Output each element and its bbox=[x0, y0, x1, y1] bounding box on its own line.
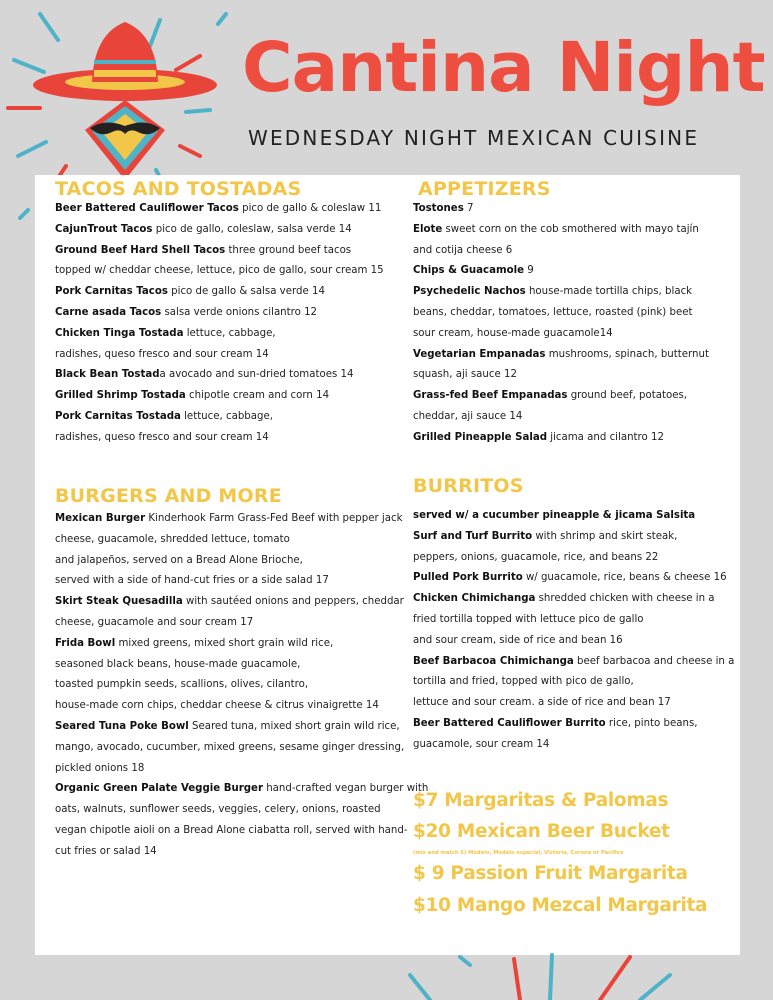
menu-item-description: and jalapeños, served on a Bread Alone Brioche, bbox=[55, 554, 303, 566]
menu-item-description: ground beef, potatoes, bbox=[567, 390, 688, 402]
menu-item-name: Beer Battered Cauliflower Tacos bbox=[55, 203, 239, 214]
menu-item-name: CajunTrout Tacos bbox=[55, 223, 153, 235]
menu-line bbox=[413, 220, 709, 241]
menu-item-description: lettuce and sour cream. a side of rice and bean 17 bbox=[413, 697, 671, 709]
menu-item-name: Black Bean Tostad bbox=[55, 369, 160, 381]
menu-line bbox=[413, 506, 734, 527]
menu-item-description: 7 bbox=[463, 203, 474, 214]
menu-item-name: Beer Battered Cauliflower Burrito bbox=[413, 717, 606, 729]
menu-item-name: Chicken Chimichanga bbox=[413, 593, 536, 605]
menu-item-name: Vegetarian Empanadas bbox=[413, 348, 546, 360]
menu-item-description: radishes, queso fresco and sour cream 14 bbox=[55, 348, 269, 360]
menu-line bbox=[413, 303, 709, 324]
menu-line bbox=[55, 509, 428, 530]
menu-item-description: topped w/ cheddar cheese, lettuce, pico de gallo, sour cream 15 bbox=[55, 265, 384, 277]
menu-item-description: cheddar, aji sauce 14 bbox=[413, 410, 523, 422]
menu-line bbox=[55, 428, 384, 449]
menu-item-description: squash, aji sauce 12 bbox=[413, 369, 517, 381]
menu-line bbox=[413, 672, 734, 693]
menu-line bbox=[55, 324, 384, 345]
menu-item-description: salsa verde onions cilantro 12 bbox=[161, 306, 318, 318]
page-subtitle: WEDNESDAY NIGHT MEXICAN CUISINE bbox=[248, 126, 700, 150]
menu-line bbox=[413, 261, 709, 282]
menu-line bbox=[413, 407, 709, 428]
menu-item-description: fried tortilla topped with lettuce pico de gallo bbox=[413, 613, 644, 625]
menu-line bbox=[55, 675, 428, 696]
menu-line bbox=[55, 613, 428, 634]
menu-line bbox=[413, 527, 734, 548]
menu-item-name: Chicken Tinga Tostada bbox=[55, 327, 184, 339]
promo-passion-fruit: $ 9 Passion Fruit Margarita bbox=[413, 863, 688, 884]
menu-line bbox=[55, 199, 384, 220]
menu-item-description: vegan chipotle aioli on a Bread Alone ciabatta roll, served with hand- bbox=[55, 824, 408, 836]
menu-line bbox=[413, 610, 734, 631]
menu-line bbox=[413, 365, 709, 386]
menu-item-description: Seared tuna, mixed short grain wild rice, bbox=[188, 720, 400, 732]
menu-line bbox=[55, 717, 428, 738]
promo-beer-bucket: $20 Mexican Beer Bucket bbox=[413, 821, 670, 842]
menu-item-name: Frida Bowl bbox=[55, 637, 116, 649]
menu-item-description: cheese, guacamole and sour cream 17 bbox=[55, 616, 254, 628]
menu-item-name: Ground Beef Hard Shell Tacos bbox=[55, 244, 226, 256]
menu-line bbox=[55, 261, 384, 282]
burritos-list bbox=[413, 506, 734, 756]
menu-item-description: mango, avocado, cucumber, mixed greens, sesame ginger dressing, bbox=[55, 741, 405, 753]
menu-item-description: sweet corn on the cob smothered with mayo tajín bbox=[442, 223, 699, 235]
menu-item-description: guacamole, sour cream 14 bbox=[413, 738, 550, 750]
menu-line bbox=[55, 738, 428, 759]
menu-item-name: Surf and Turf Burrito bbox=[413, 530, 533, 542]
menu-item-description: cut fries or salad 14 bbox=[55, 845, 157, 857]
menu-item-description: house-made tortilla chips, black bbox=[525, 286, 693, 298]
menu-line bbox=[55, 386, 384, 407]
menu-item-description: 9 bbox=[523, 265, 534, 277]
menu-item-name: Grass-fed Beef Empanadas bbox=[413, 390, 568, 402]
menu-line bbox=[413, 714, 734, 735]
menu-item-description: Kinderhook Farm Grass-Fed Beef with pepper jack bbox=[145, 513, 403, 524]
menu-item-description: cheese, guacamole, shredded lettuce, tomato bbox=[55, 533, 290, 545]
menu-item-description: served with a side of hand-cut fries or a side salad 17 bbox=[55, 575, 329, 587]
menu-line bbox=[55, 800, 428, 821]
menu-panel bbox=[35, 175, 740, 955]
menu-line bbox=[55, 759, 428, 780]
menu-item-description: lettuce, cabbage, bbox=[180, 410, 273, 422]
menu-line bbox=[55, 241, 384, 262]
menu-item-description: with shrimp and skirt steak, bbox=[532, 530, 678, 542]
tacos-list bbox=[55, 199, 384, 449]
promo-mango-mezcal: $10 Mango Mezcal Margarita bbox=[413, 895, 708, 916]
menu-item-description: and cotija cheese 6 bbox=[413, 244, 513, 256]
page-title: Cantina Night bbox=[242, 28, 765, 108]
menu-item-description: with sautéed onions and peppers, cheddar bbox=[182, 596, 404, 608]
menu-item-name: Seared Tuna Poke Bowl bbox=[55, 720, 189, 732]
menu-line bbox=[55, 634, 428, 655]
menu-item-name: Mexican Burger bbox=[55, 513, 146, 524]
menu-line bbox=[55, 530, 428, 551]
section-heading-burritos: BURRITOS bbox=[413, 475, 524, 497]
menu-line bbox=[413, 589, 734, 610]
menu-item-name: Pork Carnitas Tostada bbox=[55, 410, 181, 422]
menu-item-description: mushrooms, spinach, butternut bbox=[545, 348, 709, 360]
menu-line bbox=[55, 571, 428, 592]
menu-line bbox=[413, 345, 709, 366]
menu-item-description: mixed greens, mixed short grain wild rice, bbox=[115, 637, 334, 649]
menu-item-name: Pulled Pork Burrito bbox=[413, 572, 523, 584]
menu-line bbox=[55, 303, 384, 324]
menu-item-description: toasted pumpkin seeds, scallions, olives, cilantro, bbox=[55, 679, 309, 691]
menu-item-description: beef barbacoa and cheese in a bbox=[573, 655, 735, 667]
menu-item-description: hand-crafted vegan burger with bbox=[262, 783, 429, 795]
menu-line bbox=[55, 655, 428, 676]
burgers-list bbox=[55, 509, 428, 863]
menu-line bbox=[55, 282, 384, 303]
menu-line bbox=[413, 631, 734, 652]
menu-item-name: Tostones bbox=[413, 203, 464, 214]
menu-line bbox=[55, 592, 428, 613]
menu-item-description: lettuce, cabbage, bbox=[183, 327, 276, 339]
menu-item-name: served w/ a cucumber pineapple & jicama Salsita bbox=[413, 510, 696, 521]
menu-item-description: three ground beef tacos bbox=[225, 244, 352, 256]
menu-line bbox=[413, 735, 734, 756]
menu-line bbox=[413, 386, 709, 407]
menu-line bbox=[55, 365, 384, 386]
menu-item-description: oats, walnuts, sunflower seeds, veggies, celery, onions, roasted bbox=[55, 804, 381, 816]
promo-beer-note: (mix and match 5) Modelo, Modelo especial, Victoria, Corona or Pacifico bbox=[413, 850, 624, 856]
section-heading-appetizers: APPETIZERS bbox=[418, 178, 551, 200]
sombrero-mustache-logo-icon bbox=[30, 10, 220, 185]
menu-item-name: Beef Barbacoa Chimichanga bbox=[413, 655, 574, 667]
menu-item-description: shredded chicken with cheese in a bbox=[535, 593, 715, 605]
menu-line bbox=[55, 779, 428, 800]
menu-item-description: rice, pinto beans, bbox=[605, 717, 698, 729]
menu-item-description: beans, cheddar, tomatoes, lettuce, roasted (pink) beet bbox=[413, 306, 693, 318]
menu-item-description: chipotle cream and corn 14 bbox=[185, 390, 330, 402]
menu-line bbox=[413, 324, 709, 345]
menu-item-description: jicama and cilantro 12 bbox=[547, 431, 664, 443]
menu-item-description: seasoned black beans, house-made guacamole, bbox=[55, 658, 301, 670]
menu-item-description: peppers, onions, guacamole, rice, and beans 22 bbox=[413, 551, 659, 563]
menu-line bbox=[55, 407, 384, 428]
menu-line bbox=[413, 282, 709, 303]
menu-item-description: house-made corn chips, cheddar cheese & citrus vinaigrette 14 bbox=[55, 700, 379, 712]
menu-item-name: Pork Carnitas Tacos bbox=[55, 286, 168, 298]
menu-item-name: Elote bbox=[413, 223, 443, 235]
menu-line bbox=[413, 241, 709, 262]
menu-item-description: tortilla and fried, topped with pico de gallo, bbox=[413, 676, 634, 688]
menu-item-name: Organic Green Palate Veggie Burger bbox=[55, 783, 263, 795]
menu-item-description: pico de gallo, coleslaw, salsa verde 14 bbox=[152, 223, 352, 235]
promo-margaritas: $7 Margaritas & Palomas bbox=[413, 790, 669, 811]
menu-line bbox=[55, 220, 384, 241]
menu-item-description: pico de gallo & salsa verde 14 bbox=[167, 286, 325, 298]
menu-line bbox=[413, 548, 734, 569]
menu-item-description: radishes, queso fresco and sour cream 14 bbox=[55, 431, 269, 443]
appetizers-list bbox=[413, 199, 709, 449]
menu-item-description: pickled onions 18 bbox=[55, 762, 145, 774]
section-heading-burgers: BURGERS AND MORE bbox=[55, 485, 282, 507]
menu-line bbox=[55, 821, 428, 842]
menu-line bbox=[413, 199, 709, 220]
menu-item-description: w/ guacamole, rice, beans & cheese 16 bbox=[522, 572, 727, 584]
menu-item-description: sour cream, house-made guacamole14 bbox=[413, 327, 613, 339]
menu-item-name: Grilled Pineapple Salad bbox=[413, 431, 548, 443]
menu-line bbox=[55, 696, 428, 717]
menu-line bbox=[413, 428, 709, 449]
menu-item-name: Grilled Shrimp Tostada bbox=[55, 390, 186, 402]
menu-line bbox=[55, 551, 428, 572]
bottom-rays-icon bbox=[380, 945, 710, 1000]
menu-item-description: a avocado and sun-dried tomatoes 14 bbox=[159, 369, 354, 381]
menu-line bbox=[413, 693, 734, 714]
menu-line bbox=[413, 568, 734, 589]
section-heading-tacos: TACOS AND TOSTADAS bbox=[55, 178, 302, 200]
menu-item-description: and sour cream, side of rice and bean 16 bbox=[413, 634, 623, 646]
menu-item-name: Carne asada Tacos bbox=[55, 306, 162, 318]
menu-item-name: Psychedelic Nachos bbox=[413, 286, 526, 298]
menu-line bbox=[55, 842, 428, 863]
menu-item-name: Skirt Steak Quesadilla bbox=[55, 596, 183, 608]
menu-line bbox=[413, 652, 734, 673]
menu-item-name: Chips & Guacamole bbox=[413, 265, 524, 277]
menu-line bbox=[55, 345, 384, 366]
menu-item-description: pico de gallo & coleslaw 11 bbox=[238, 203, 382, 214]
